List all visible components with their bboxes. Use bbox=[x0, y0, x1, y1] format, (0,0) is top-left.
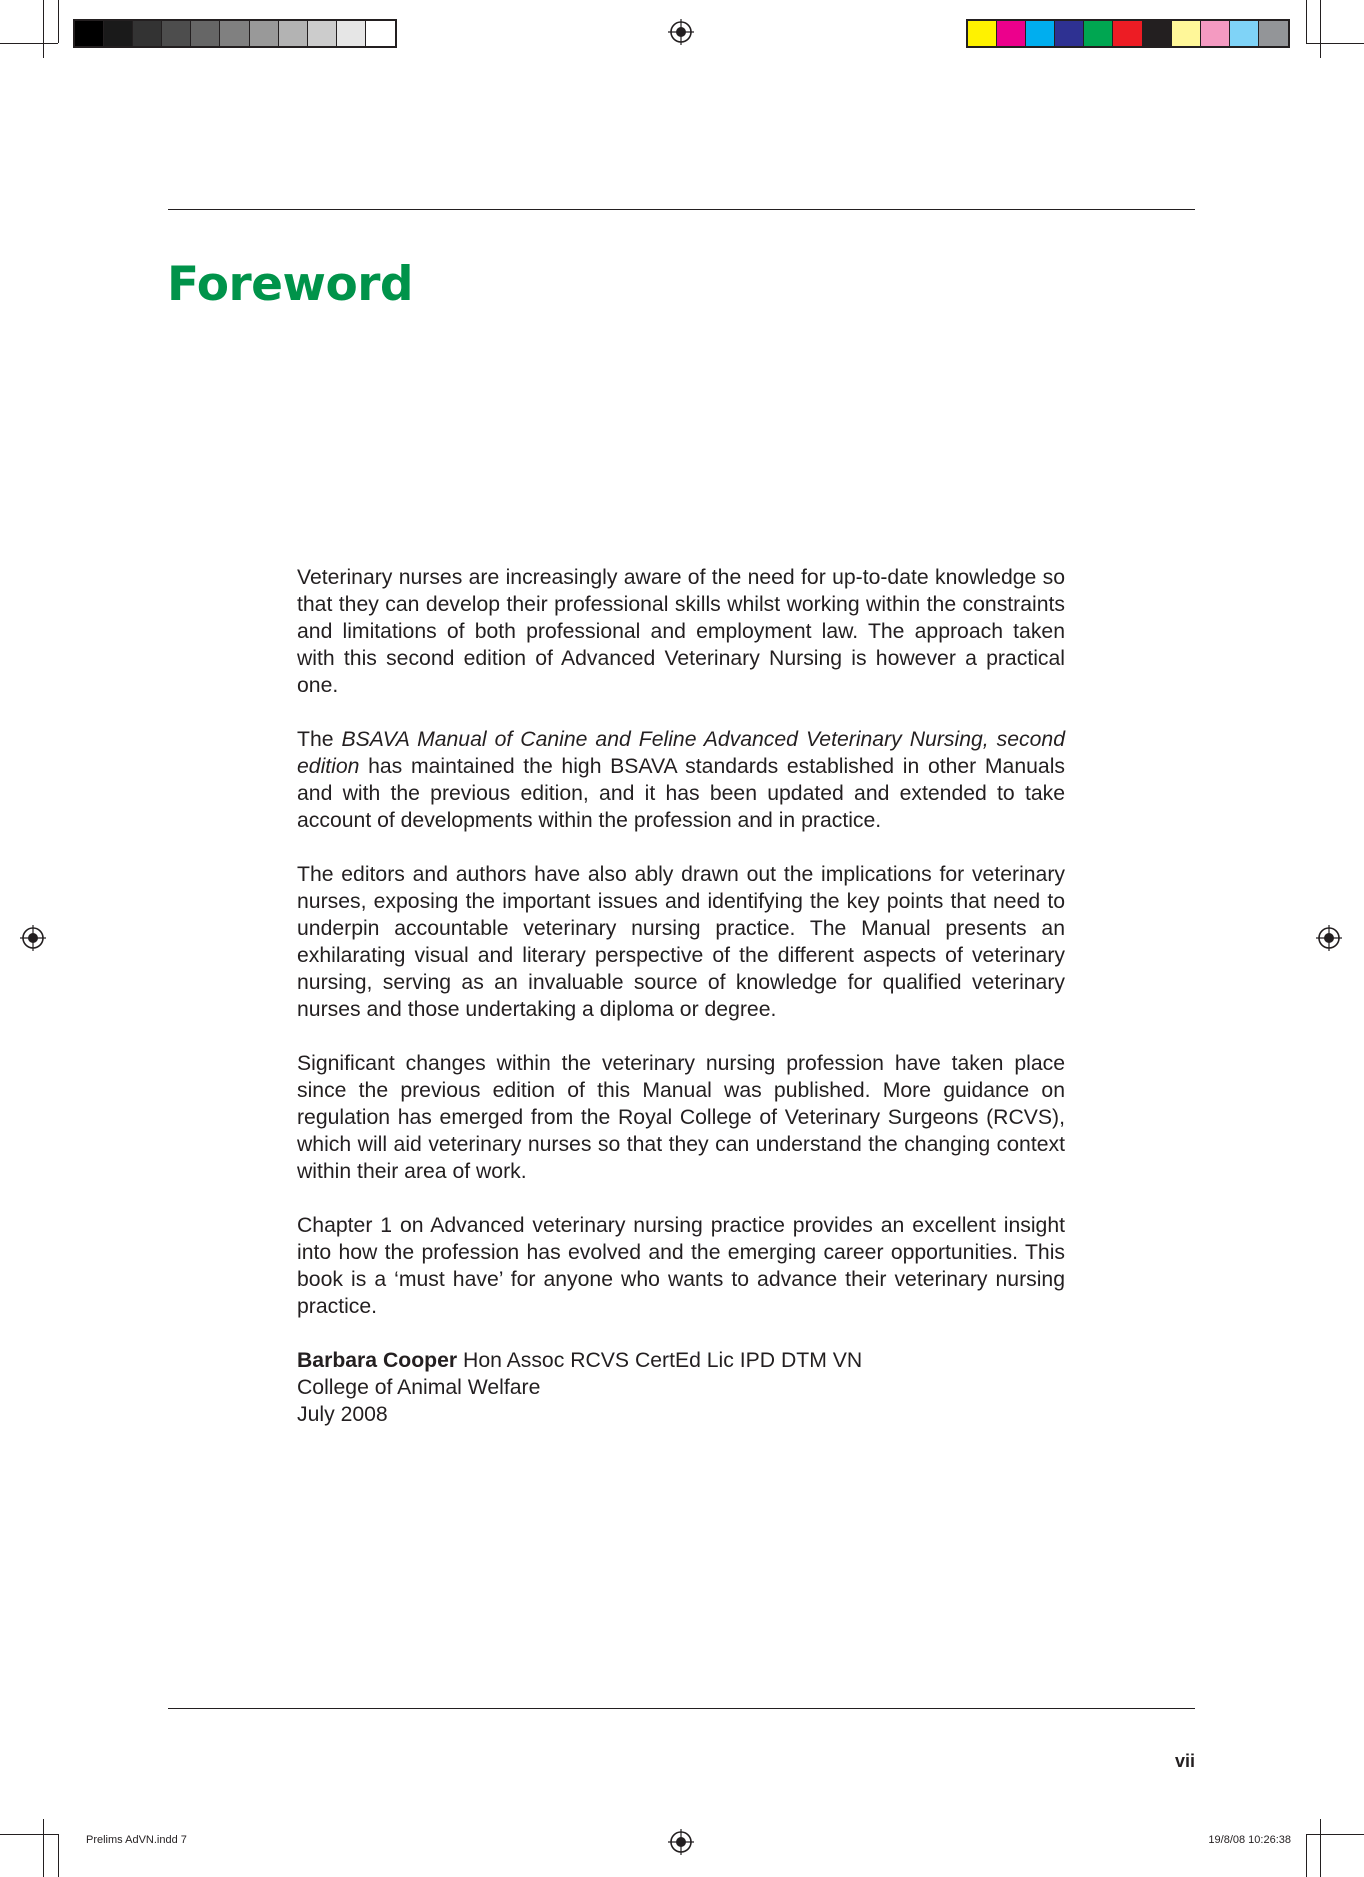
page-number: vii bbox=[1174, 1751, 1195, 1771]
color-swatch bbox=[997, 21, 1026, 46]
grayscale-calibration-bar bbox=[73, 19, 397, 48]
crop-mark bbox=[1306, 43, 1364, 44]
signature-date: July 2008 bbox=[297, 1403, 388, 1426]
crop-mark bbox=[58, 1834, 59, 1877]
foreword-body bbox=[297, 564, 1065, 1428]
color-swatch bbox=[1230, 21, 1259, 46]
color-swatch bbox=[1055, 21, 1084, 46]
color-swatch bbox=[968, 21, 997, 46]
color-swatch bbox=[220, 21, 249, 46]
color-swatch bbox=[337, 21, 366, 46]
page-title: Foreword bbox=[167, 257, 414, 312]
paragraph bbox=[297, 726, 1065, 834]
registration-mark-icon bbox=[20, 925, 46, 951]
color-calibration-bar bbox=[966, 19, 1290, 48]
paragraph: Veterinary nurses are increasingly aware of the need for up-to-date knowledge so that they can develop their professional skills whilst working within the constraints and limitations of both professional and employment law. The approach taken with this second edition of Advanced Veterinary Nursing is however a practical one. bbox=[297, 566, 1065, 697]
color-swatch bbox=[1026, 21, 1055, 46]
author-credentials: Hon Assoc RCVS CertEd Lic IPD DTM VN bbox=[457, 1349, 863, 1372]
paragraph: The editors and authors have also ably drawn out the implications for veterinary nurses, exposing the important issues and identifying the key points that need to underpin accountable veterinary nursing practice. The Manual presents an exhilarating visual and literary perspective of the different aspects of veterinary nursing, serving as an invaluable source of knowledge for qualified veterinary nurses and those undertaking a diploma or degree. bbox=[297, 863, 1065, 1021]
crop-mark bbox=[1320, 1819, 1321, 1877]
color-swatch bbox=[162, 21, 191, 46]
color-swatch bbox=[104, 21, 133, 46]
crop-mark bbox=[1306, 1834, 1307, 1877]
color-swatch bbox=[366, 21, 395, 46]
bottom-rule bbox=[168, 1708, 1195, 1709]
color-swatch bbox=[1172, 21, 1201, 46]
crop-mark bbox=[0, 1834, 58, 1835]
color-swatch bbox=[75, 21, 104, 46]
paragraph-rest: has maintained the high BSAVA standards established in other Manuals and with the previous edition, and it has been updated and extended to take account of developments within the profession and in practice. bbox=[297, 755, 1065, 832]
signature-block bbox=[297, 1347, 1065, 1428]
signature-line bbox=[297, 1347, 1065, 1374]
slug-filename: Prelims AdVN.indd 7 bbox=[86, 1834, 187, 1846]
paragraph: Significant changes within the veterinary nursing profession have taken place since the previous edition of this Manual was published. More guidance on regulation has emerged from the Royal College of Veterinary Surgeons (RCVS), which will aid veterinary nurses so that they can understand the changing context within their area of work. bbox=[297, 1052, 1065, 1183]
crop-mark bbox=[1306, 1834, 1364, 1835]
crop-mark bbox=[58, 0, 59, 43]
top-rule bbox=[168, 209, 1195, 210]
color-swatch bbox=[191, 21, 220, 46]
color-swatch bbox=[1084, 21, 1113, 46]
color-swatch bbox=[1201, 21, 1230, 46]
color-swatch bbox=[133, 21, 162, 46]
color-swatch bbox=[1259, 21, 1288, 46]
registration-mark-icon bbox=[668, 19, 694, 45]
registration-mark-icon bbox=[668, 1829, 694, 1855]
author-institution: College of Animal Welfare bbox=[297, 1376, 541, 1399]
paragraph-lead: The bbox=[297, 728, 342, 751]
color-swatch bbox=[1113, 21, 1142, 46]
slug-timestamp: 19/8/08 10:26:38 bbox=[1208, 1834, 1291, 1846]
book-title: BSAVA Manual of Canine and Feline Advanced Veterinary Nursing, second edition bbox=[297, 728, 1065, 778]
color-swatch bbox=[279, 21, 308, 46]
color-swatch bbox=[1143, 21, 1172, 46]
color-swatch bbox=[250, 21, 279, 46]
author-name: Barbara Cooper bbox=[297, 1349, 458, 1372]
crop-mark bbox=[1306, 0, 1307, 43]
color-swatch bbox=[308, 21, 337, 46]
crop-mark bbox=[43, 0, 44, 58]
crop-mark bbox=[0, 43, 58, 44]
crop-mark bbox=[1320, 0, 1321, 58]
paragraph: Chapter 1 on Advanced veterinary nursing practice provides an excellent insight into how the profession has evolved and the emerging career opportunities. This book is a ‘must have’ for anyone who wants to advance their veterinary nursing practice. bbox=[297, 1214, 1065, 1318]
crop-mark bbox=[43, 1819, 44, 1877]
registration-mark-icon bbox=[1316, 925, 1342, 951]
